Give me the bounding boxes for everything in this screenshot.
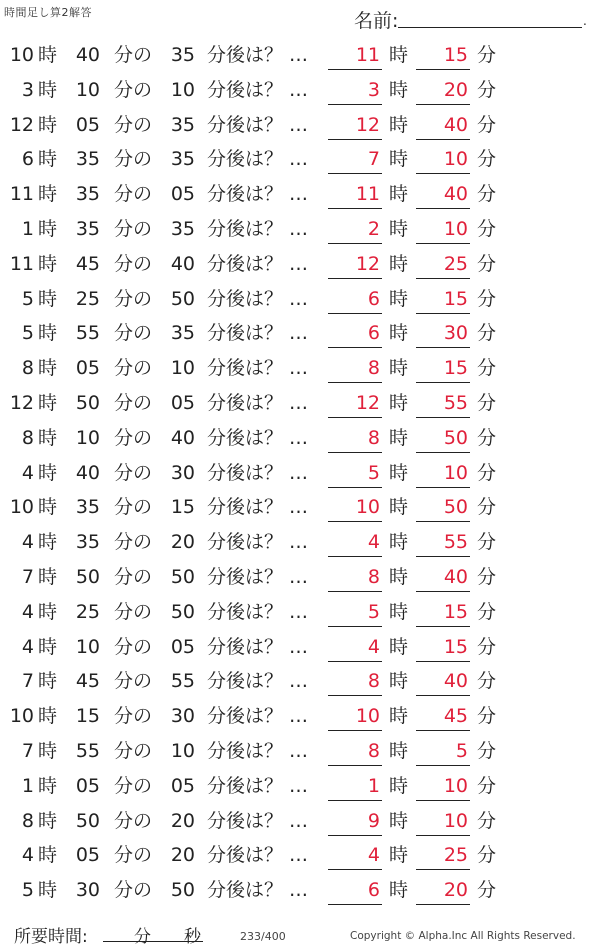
start-hour: 4	[21, 635, 34, 658]
answer-hour-unit: 時	[389, 600, 409, 623]
answer-minute-unit: 分	[477, 809, 497, 832]
page-number: 233/400	[240, 930, 286, 943]
added-minutes: 35	[170, 148, 195, 171]
start-hour: 7	[21, 739, 34, 762]
question-suffix: 分後は？ …	[207, 600, 309, 623]
hour-unit: 時	[38, 809, 58, 832]
problem-row	[0, 838, 600, 873]
answer-minute-unit: 分	[477, 183, 497, 206]
minute-connector: 分の	[114, 113, 153, 136]
answer-hour[interactable]: 12	[328, 386, 382, 418]
question-suffix: 分後は？ …	[207, 183, 309, 206]
answer-hour-unit: 時	[389, 113, 409, 136]
answer-hour-unit: 時	[389, 426, 409, 449]
answer-minute-unit: 分	[477, 635, 497, 658]
answer-hour-unit: 時	[389, 739, 409, 762]
problem-row	[0, 873, 600, 908]
added-minutes: 30	[170, 461, 195, 484]
hour-unit: 時	[38, 217, 58, 240]
problem-row	[0, 630, 600, 665]
question-suffix: 分後は？ …	[207, 879, 309, 902]
answer-minute-unit: 分	[477, 391, 497, 414]
problem-row	[0, 595, 600, 630]
minute-connector: 分の	[114, 322, 153, 345]
start-hour: 4	[21, 600, 34, 623]
answer-hour[interactable]: 10	[328, 490, 382, 522]
start-hour: 10	[9, 44, 34, 66]
added-minutes: 40	[170, 426, 195, 449]
answer-hour[interactable]: 6	[328, 873, 382, 905]
answer-hour[interactable]: 5	[328, 595, 382, 627]
answer-hour[interactable]: 11	[328, 38, 382, 70]
minute-connector: 分の	[114, 148, 153, 171]
problem-row	[0, 282, 600, 317]
answer-hour-unit: 時	[389, 391, 409, 414]
answer-hour-unit: 時	[389, 705, 409, 728]
answer-minute-unit: 分	[477, 148, 497, 171]
answer-minute[interactable]: 50	[416, 490, 470, 522]
minute-connector: 分の	[114, 670, 153, 693]
problem-row	[0, 734, 600, 769]
answer-minute-unit: 分	[477, 357, 497, 380]
answer-hour-unit: 時	[389, 670, 409, 693]
hour-unit: 時	[38, 148, 58, 171]
answer-hour-unit: 時	[389, 774, 409, 797]
answer-hour[interactable]: 12	[328, 108, 382, 140]
added-minutes: 30	[170, 705, 195, 728]
minute-connector: 分の	[114, 287, 153, 310]
answer-minute[interactable]: 10	[416, 769, 470, 801]
added-minutes: 10	[170, 78, 195, 101]
answer-minute-unit: 分	[477, 531, 497, 554]
answer-minute[interactable]: 40	[416, 177, 470, 209]
start-hour: 11	[9, 252, 34, 275]
answer-hour-unit: 時	[389, 287, 409, 310]
answer-hour-unit: 時	[389, 461, 409, 484]
start-hour: 8	[21, 426, 34, 449]
answer-hour[interactable]: 8	[328, 560, 382, 592]
added-minutes: 05	[170, 635, 195, 658]
minute-connector: 分の	[114, 531, 153, 554]
hour-unit: 時	[38, 635, 58, 658]
question-suffix: 分後は？ …	[207, 357, 309, 380]
problem-row	[0, 456, 600, 491]
minute-connector: 分の	[114, 217, 153, 240]
answer-hour[interactable]: 6	[328, 316, 382, 348]
question-suffix: 分後は？ …	[207, 774, 309, 797]
name-dot: .	[583, 14, 587, 28]
answer-hour[interactable]: 5	[328, 456, 382, 488]
hour-unit: 時	[38, 252, 58, 275]
start-minute: 45	[75, 252, 100, 275]
hour-unit: 時	[38, 44, 58, 66]
start-minute: 10	[75, 635, 100, 658]
answer-hour[interactable]: 9	[328, 804, 382, 836]
problem-list	[0, 38, 600, 908]
question-suffix: 分後は？ …	[207, 78, 309, 101]
answer-minute[interactable]: 25	[416, 838, 470, 870]
added-minutes: 50	[170, 879, 195, 902]
answer-minute-unit: 分	[477, 287, 497, 310]
hour-unit: 時	[38, 426, 58, 449]
answer-minute-unit: 分	[477, 322, 497, 345]
start-minute: 30	[75, 879, 100, 902]
answer-minute-unit: 分	[477, 705, 497, 728]
answer-hour[interactable]: 4	[328, 630, 382, 662]
question-suffix: 分後は？ …	[207, 44, 309, 66]
minute-connector: 分の	[114, 565, 153, 588]
answer-minute[interactable]: 25	[416, 247, 470, 279]
problem-row	[0, 316, 600, 351]
start-minute: 35	[75, 183, 100, 206]
answer-minute-unit: 分	[477, 739, 497, 762]
question-suffix: 分後は？ …	[207, 461, 309, 484]
worksheet-title: 時間足し算2解答	[4, 6, 92, 19]
added-minutes: 50	[170, 287, 195, 310]
problem-row	[0, 490, 600, 525]
question-suffix: 分後は？ …	[207, 391, 309, 414]
question-suffix: 分後は？ …	[207, 670, 309, 693]
minute-connector: 分の	[114, 879, 153, 902]
problem-row	[0, 769, 600, 804]
added-minutes: 15	[170, 496, 195, 519]
answer-minute[interactable]: 15	[416, 38, 470, 70]
hour-unit: 時	[38, 496, 58, 519]
added-minutes: 05	[170, 774, 195, 797]
minute-connector: 分の	[114, 705, 153, 728]
answer-minute[interactable]: 10	[416, 456, 470, 488]
start-minute: 35	[75, 496, 100, 519]
answer-minute[interactable]: 20	[416, 873, 470, 905]
answer-hour-unit: 時	[389, 879, 409, 902]
answer-minute-unit: 分	[477, 252, 497, 275]
start-hour: 5	[21, 287, 34, 310]
minute-connector: 分の	[114, 183, 153, 206]
hour-unit: 時	[38, 78, 58, 101]
start-hour: 11	[9, 183, 34, 206]
start-hour: 12	[9, 391, 34, 414]
start-hour: 5	[21, 322, 34, 345]
answer-hour-unit: 時	[389, 496, 409, 519]
answer-minute-unit: 分	[477, 496, 497, 519]
start-minute: 35	[75, 217, 100, 240]
answer-minute[interactable]: 10	[416, 804, 470, 836]
minute-connector: 分の	[114, 739, 153, 762]
name-field-line[interactable]	[398, 27, 582, 28]
start-minute: 55	[75, 739, 100, 762]
answer-hour[interactable]: 8	[328, 351, 382, 383]
question-suffix: 分後は？ …	[207, 426, 309, 449]
answer-minute[interactable]: 10	[416, 212, 470, 244]
answer-minute-unit: 分	[477, 670, 497, 693]
start-minute: 10	[75, 426, 100, 449]
minute-connector: 分の	[114, 461, 153, 484]
question-suffix: 分後は？ …	[207, 217, 309, 240]
start-hour: 7	[21, 670, 34, 693]
start-minute: 35	[75, 531, 100, 554]
start-minute: 40	[75, 44, 100, 66]
added-minutes: 35	[170, 44, 195, 66]
start-minute: 40	[75, 461, 100, 484]
added-minutes: 10	[170, 739, 195, 762]
answer-hour[interactable]: 6	[328, 282, 382, 314]
added-minutes: 20	[170, 844, 195, 867]
hour-unit: 時	[38, 879, 58, 902]
start-hour: 4	[21, 844, 34, 867]
start-hour: 5	[21, 879, 34, 902]
hour-unit: 時	[38, 322, 58, 345]
hour-unit: 時	[38, 670, 58, 693]
problem-row	[0, 525, 600, 560]
question-suffix: 分後は？ …	[207, 739, 309, 762]
answer-minute[interactable]: 5	[416, 734, 470, 766]
added-minutes: 20	[170, 809, 195, 832]
added-minutes: 05	[170, 391, 195, 414]
question-suffix: 分後は？ …	[207, 531, 309, 554]
minute-connector: 分の	[114, 635, 153, 658]
answer-minute[interactable]: 30	[416, 316, 470, 348]
question-suffix: 分後は？ …	[207, 705, 309, 728]
hour-unit: 時	[38, 531, 58, 554]
hour-unit: 時	[38, 113, 58, 136]
answer-hour-unit: 時	[389, 844, 409, 867]
question-suffix: 分後は？ …	[207, 635, 309, 658]
answer-hour[interactable]: 10	[328, 699, 382, 731]
answer-hour-unit: 時	[389, 531, 409, 554]
start-minute: 25	[75, 287, 100, 310]
hour-unit: 時	[38, 391, 58, 414]
start-minute: 45	[75, 670, 100, 693]
answer-minute[interactable]: 55	[416, 386, 470, 418]
answer-hour-unit: 時	[389, 635, 409, 658]
start-hour: 8	[21, 357, 34, 380]
answer-hour-unit: 時	[389, 217, 409, 240]
answer-hour[interactable]: 2	[328, 212, 382, 244]
answer-minute[interactable]: 55	[416, 525, 470, 557]
answer-minute-unit: 分	[477, 217, 497, 240]
start-minute: 05	[75, 357, 100, 380]
minute-connector: 分の	[114, 774, 153, 797]
minute-connector: 分の	[114, 44, 153, 66]
added-minutes: 20	[170, 531, 195, 554]
answer-minute[interactable]: 45	[416, 699, 470, 731]
answer-hour[interactable]: 8	[328, 664, 382, 696]
minute-connector: 分の	[114, 252, 153, 275]
answer-hour[interactable]: 11	[328, 177, 382, 209]
problem-row	[0, 664, 600, 699]
answer-hour-unit: 時	[389, 148, 409, 171]
name-label: 名前:	[354, 10, 399, 32]
problem-row	[0, 804, 600, 839]
added-minutes: 55	[170, 670, 195, 693]
time-required-label: 所要時間:	[14, 927, 88, 947]
answer-minute-unit: 分	[477, 426, 497, 449]
start-minute: 35	[75, 148, 100, 171]
added-minutes: 40	[170, 252, 195, 275]
minute-connector: 分の	[114, 357, 153, 380]
start-minute: 05	[75, 113, 100, 136]
minute-connector: 分の	[114, 844, 153, 867]
start-hour: 10	[9, 705, 34, 728]
question-suffix: 分後は？ …	[207, 113, 309, 136]
start-hour: 12	[9, 113, 34, 136]
start-hour: 8	[21, 809, 34, 832]
answer-hour[interactable]: 4	[328, 525, 382, 557]
added-minutes: 35	[170, 322, 195, 345]
start-minute: 50	[75, 391, 100, 414]
minute-connector: 分の	[114, 78, 153, 101]
start-minute: 05	[75, 844, 100, 867]
question-suffix: 分後は？ …	[207, 322, 309, 345]
problem-row	[0, 699, 600, 734]
start-minute: 15	[75, 705, 100, 728]
minute-connector: 分の	[114, 426, 153, 449]
hour-unit: 時	[38, 705, 58, 728]
problem-row	[0, 38, 600, 73]
start-hour: 4	[21, 461, 34, 484]
start-hour: 4	[21, 531, 34, 554]
start-hour: 6	[21, 148, 34, 171]
answer-hour-unit: 時	[389, 809, 409, 832]
answer-minute[interactable]: 10	[416, 142, 470, 174]
problem-row	[0, 108, 600, 143]
hour-unit: 時	[38, 844, 58, 867]
hour-unit: 時	[38, 357, 58, 380]
answer-minute-unit: 分	[477, 113, 497, 136]
problem-row	[0, 351, 600, 386]
hour-unit: 時	[38, 287, 58, 310]
start-minute: 05	[75, 774, 100, 797]
question-suffix: 分後は？ …	[207, 287, 309, 310]
time-second-unit: 秒	[184, 927, 201, 947]
problem-row	[0, 421, 600, 456]
added-minutes: 35	[170, 113, 195, 136]
start-hour: 3	[21, 78, 34, 101]
copyright: Copyright © Alpha.Inc All Rights Reserved.	[350, 930, 576, 942]
hour-unit: 時	[38, 183, 58, 206]
answer-hour[interactable]: 8	[328, 421, 382, 453]
answer-hour-unit: 時	[389, 565, 409, 588]
added-minutes: 35	[170, 217, 195, 240]
problem-row	[0, 177, 600, 212]
problem-row	[0, 142, 600, 177]
start-hour: 7	[21, 565, 34, 588]
answer-minute-unit: 分	[477, 44, 497, 66]
answer-minute[interactable]: 20	[416, 73, 470, 105]
question-suffix: 分後は？ …	[207, 252, 309, 275]
start-minute: 50	[75, 565, 100, 588]
answer-hour-unit: 時	[389, 44, 409, 66]
problem-row	[0, 212, 600, 247]
start-minute: 55	[75, 322, 100, 345]
hour-unit: 時	[38, 739, 58, 762]
answer-hour[interactable]: 8	[328, 734, 382, 766]
answer-hour[interactable]: 4	[328, 838, 382, 870]
answer-minute-unit: 分	[477, 600, 497, 623]
start-hour: 10	[9, 496, 34, 519]
answer-minute[interactable]: 15	[416, 595, 470, 627]
answer-minute[interactable]: 15	[416, 630, 470, 662]
start-minute: 25	[75, 600, 100, 623]
added-minutes: 10	[170, 357, 195, 380]
question-suffix: 分後は？ …	[207, 565, 309, 588]
minute-connector: 分の	[114, 600, 153, 623]
problem-row	[0, 560, 600, 595]
answer-hour-unit: 時	[389, 322, 409, 345]
answer-minute[interactable]: 40	[416, 108, 470, 140]
answer-hour-unit: 時	[389, 252, 409, 275]
time-minute-unit: 分	[134, 927, 151, 947]
minute-connector: 分の	[114, 809, 153, 832]
answer-minute-unit: 分	[477, 774, 497, 797]
question-suffix: 分後は？ …	[207, 809, 309, 832]
minute-connector: 分の	[114, 496, 153, 519]
hour-unit: 時	[38, 600, 58, 623]
answer-hour-unit: 時	[389, 78, 409, 101]
minute-connector: 分の	[114, 391, 153, 414]
answer-minute[interactable]: 40	[416, 560, 470, 592]
answer-hour-unit: 時	[389, 357, 409, 380]
answer-hour[interactable]: 1	[328, 769, 382, 801]
answer-minute-unit: 分	[477, 461, 497, 484]
start-hour: 1	[21, 774, 34, 797]
question-suffix: 分後は？ …	[207, 148, 309, 171]
answer-hour[interactable]: 12	[328, 247, 382, 279]
problem-row	[0, 386, 600, 421]
answer-minute-unit: 分	[477, 879, 497, 902]
hour-unit: 時	[38, 774, 58, 797]
start-minute: 50	[75, 809, 100, 832]
answer-hour-unit: 時	[389, 183, 409, 206]
answer-hour[interactable]: 7	[328, 142, 382, 174]
answer-minute[interactable]: 40	[416, 664, 470, 696]
hour-unit: 時	[38, 565, 58, 588]
answer-minute[interactable]: 50	[416, 421, 470, 453]
added-minutes: 05	[170, 183, 195, 206]
added-minutes: 50	[170, 600, 195, 623]
problem-row	[0, 73, 600, 108]
added-minutes: 50	[170, 565, 195, 588]
answer-minute[interactable]: 15	[416, 351, 470, 383]
question-suffix: 分後は？ …	[207, 496, 309, 519]
answer-hour[interactable]: 3	[328, 73, 382, 105]
answer-minute-unit: 分	[477, 78, 497, 101]
answer-minute-unit: 分	[477, 844, 497, 867]
hour-unit: 時	[38, 461, 58, 484]
problem-row	[0, 247, 600, 282]
question-suffix: 分後は？ …	[207, 844, 309, 867]
start-hour: 1	[21, 217, 34, 240]
answer-minute-unit: 分	[477, 565, 497, 588]
answer-minute[interactable]: 15	[416, 282, 470, 314]
start-minute: 10	[75, 78, 100, 101]
